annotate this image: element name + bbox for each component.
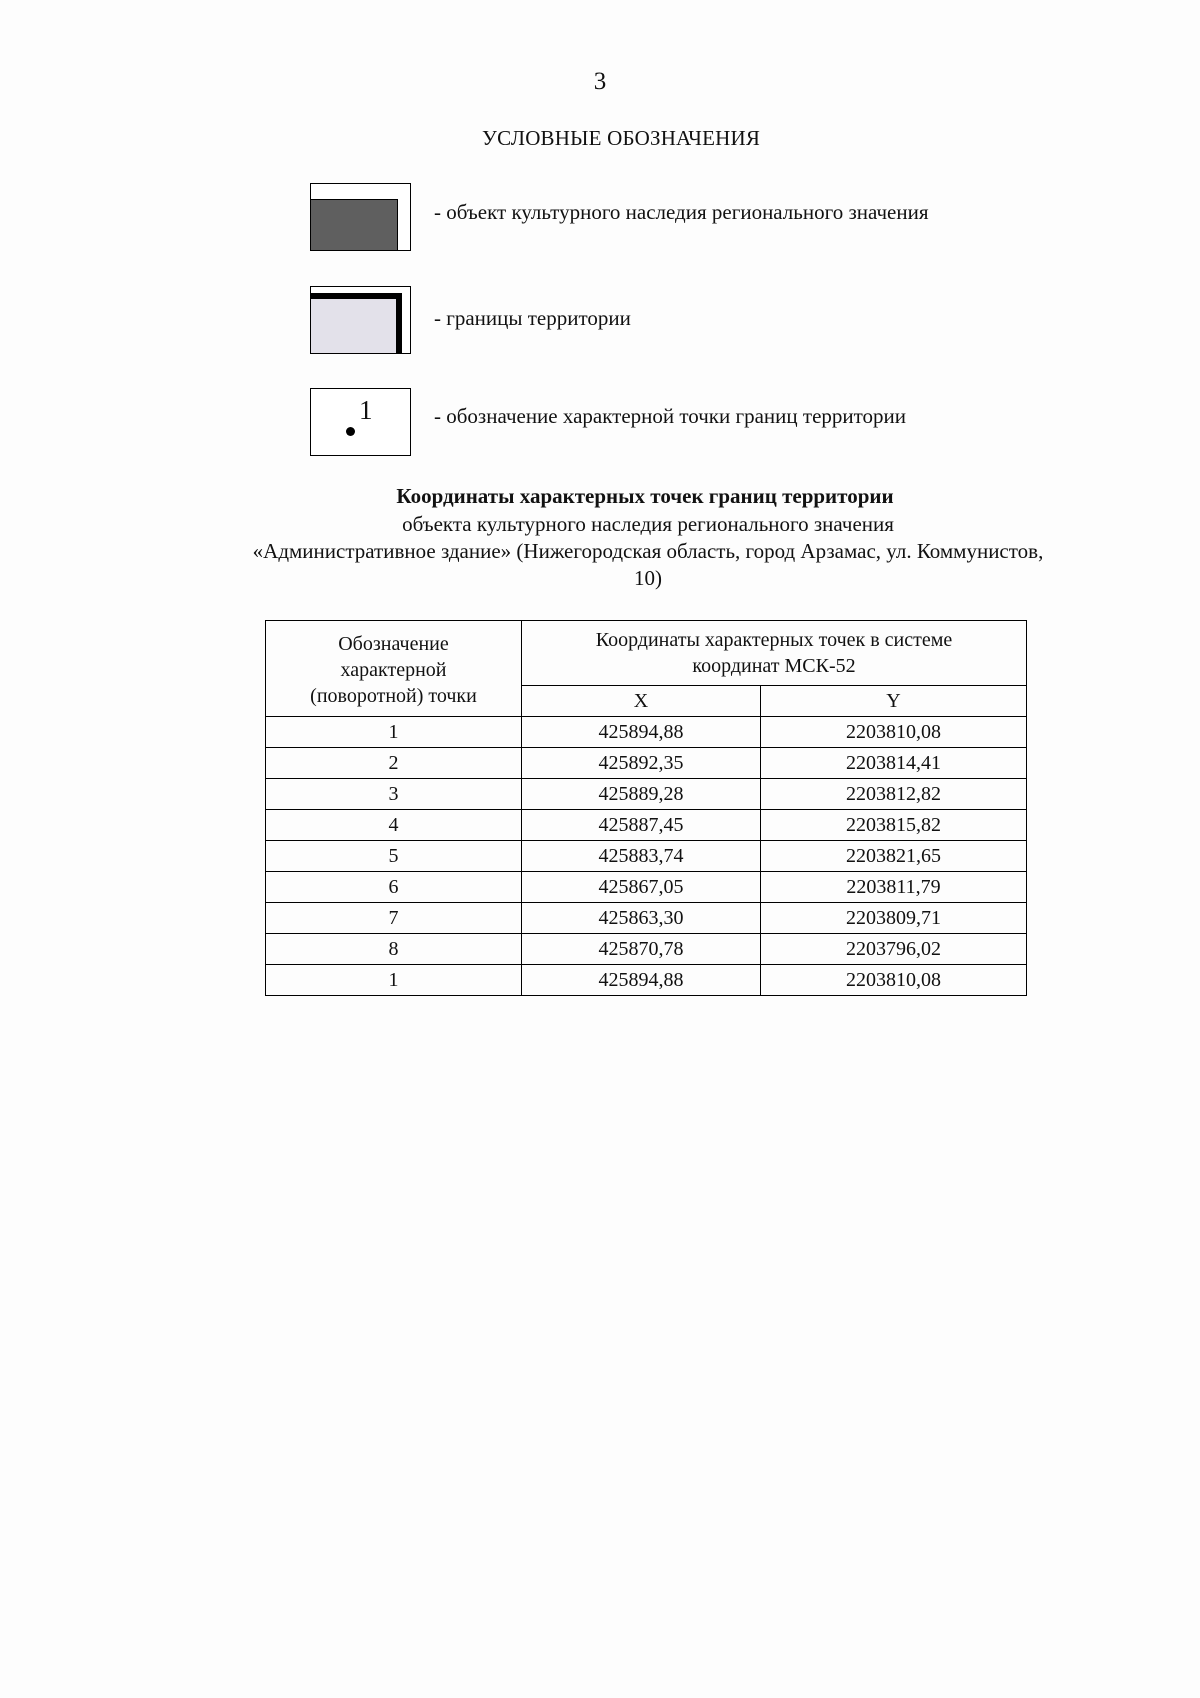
boundary-fill — [311, 293, 402, 353]
table-row — [266, 872, 1027, 903]
legend-item-text: - границы территории — [434, 306, 631, 330]
header-text: (поворотной) точки — [310, 684, 477, 707]
table-row — [266, 748, 1027, 779]
legend-heading: УСЛОВНЫЕ ОБОЗНАЧЕНИЯ — [482, 126, 761, 150]
point-cell: 6 — [266, 872, 522, 903]
table-row — [266, 810, 1027, 841]
x-cell: 425883,74 — [522, 841, 761, 872]
table-row — [266, 779, 1027, 810]
y-cell: 2203812,82 — [761, 779, 1027, 810]
x-cell: 425894,88 — [522, 965, 761, 996]
subtitle-line: объекта культурного наследия регионального значения — [402, 512, 894, 536]
table-row — [266, 934, 1027, 965]
y-cell: 2203809,71 — [761, 903, 1027, 934]
table-row — [266, 841, 1027, 872]
point-cell: 4 — [266, 810, 522, 841]
point-number-label: 1 — [359, 395, 373, 425]
characteristic-point-symbol — [310, 388, 411, 456]
page-number: 3 — [593, 68, 607, 95]
header-y: Y — [761, 686, 1027, 717]
subtitle-line: 10) — [634, 566, 662, 590]
header-text: координат МСК-52 — [692, 655, 856, 677]
point-cell: 2 — [266, 748, 522, 779]
table-row — [266, 903, 1027, 934]
x-cell: 425863,30 — [522, 903, 761, 934]
point-cell: 3 — [266, 779, 522, 810]
legend-item-territory-boundary — [310, 286, 1070, 354]
header-text: Координаты характерных точек в системе — [595, 629, 953, 651]
table-row — [266, 717, 1027, 748]
cultural-heritage-object-symbol — [310, 183, 411, 251]
y-cell: 2203796,02 — [761, 934, 1027, 965]
subtitle-line: «Административное здание» (Нижегородская область, город Арзамас, ул. Коммунистов, — [252, 539, 1044, 563]
point-dot-icon — [346, 427, 355, 436]
legend-item-cultural-heritage-object — [310, 183, 1070, 251]
y-cell: 2203810,08 — [761, 717, 1027, 748]
header-x: X — [522, 686, 761, 717]
y-cell: 2203815,82 — [761, 810, 1027, 841]
legend-item-characteristic-point — [310, 388, 1070, 456]
x-cell: 425889,28 — [522, 779, 761, 810]
x-cell: 425887,45 — [522, 810, 761, 841]
y-cell: 2203810,08 — [761, 965, 1027, 996]
header-text: характерной — [340, 658, 447, 681]
x-cell: 425870,78 — [522, 934, 761, 965]
legend-item-text: - объект культурного наследия регионального значения — [434, 200, 929, 224]
x-cell: 425894,88 — [522, 717, 761, 748]
legend-item-text: - обозначение характерной точки границ территории — [434, 404, 907, 428]
y-cell: 2203811,79 — [761, 872, 1027, 903]
table-header-row — [266, 621, 1027, 686]
x-cell: 425867,05 — [522, 872, 761, 903]
coordinates-title: Координаты характерных точек границ территории — [396, 484, 894, 508]
point-cell: 8 — [266, 934, 522, 965]
header-point-designation — [266, 621, 522, 717]
table-body — [266, 717, 1027, 996]
point-cell: 1 — [266, 965, 522, 996]
header-coordinate-system — [522, 621, 1027, 686]
y-cell: 2203814,41 — [761, 748, 1027, 779]
territory-boundary-symbol — [310, 286, 411, 354]
coordinates-subtitle — [168, 511, 1128, 592]
x-cell: 425892,35 — [522, 748, 761, 779]
point-cell: 1 — [266, 717, 522, 748]
coordinates-table — [265, 620, 1027, 996]
table-row — [266, 965, 1027, 996]
point-cell: 5 — [266, 841, 522, 872]
point-cell: 7 — [266, 903, 522, 934]
header-text: Обозначение — [338, 632, 449, 655]
y-cell: 2203821,65 — [761, 841, 1027, 872]
object-fill — [311, 199, 398, 250]
